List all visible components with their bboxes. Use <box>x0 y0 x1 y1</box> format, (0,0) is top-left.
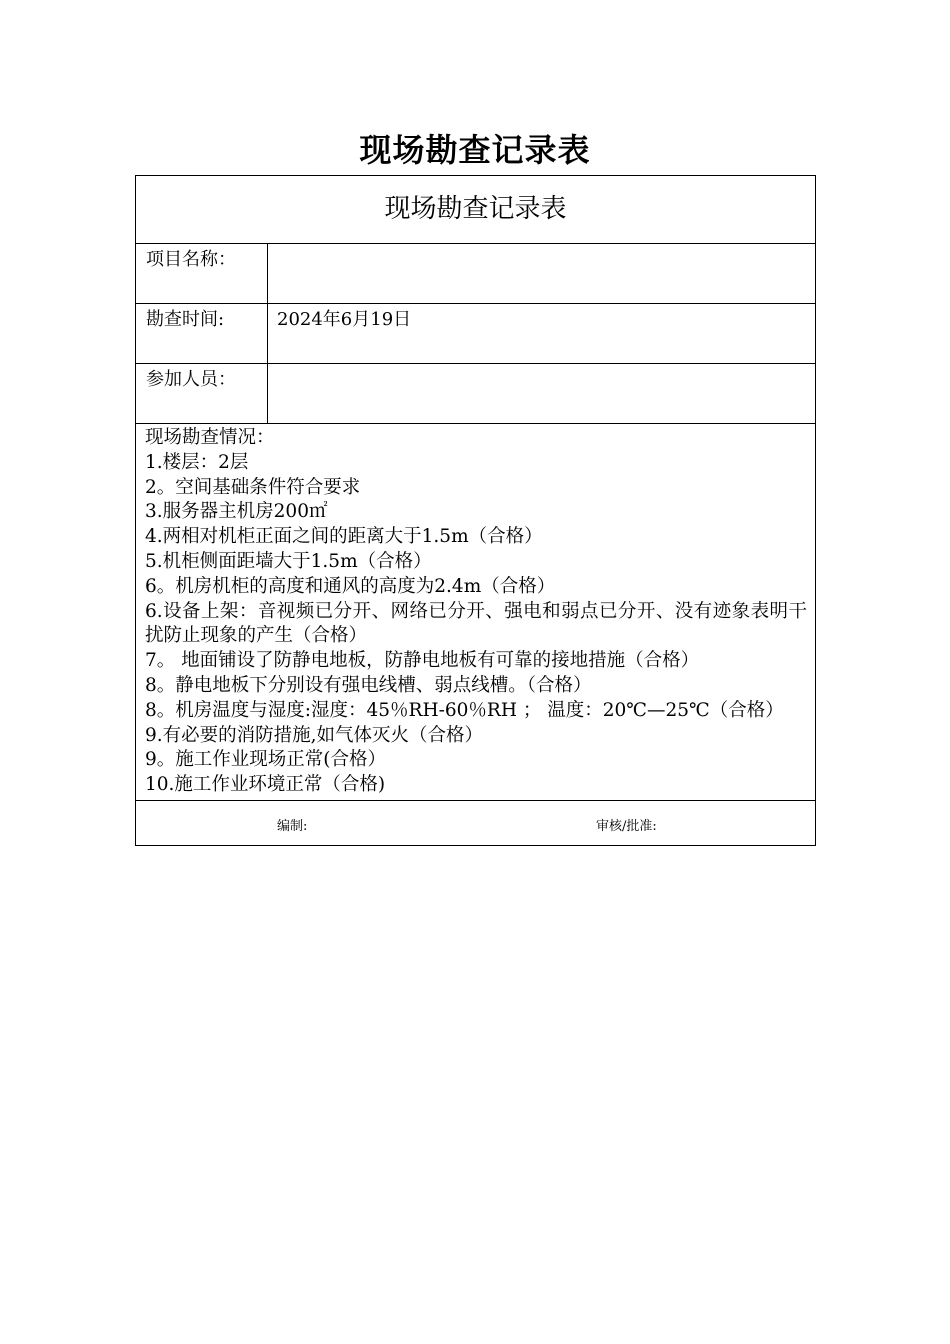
table-header: 现场勘查记录表 <box>136 176 816 244</box>
table-row <box>136 244 816 304</box>
situation-item: 6.设备上架：音视频已分开、网络已分开、强电和弱点已分开、没有迹象表明干扰防止现象的产生（合格） <box>145 600 807 647</box>
situation-item: 6。机房机柜的高度和通风的高度为2.4m（合格） <box>145 575 556 597</box>
situation-item: 9.有必要的消防措施,如气体灭火（合格） <box>145 724 484 746</box>
situation-item: 2。空间基础条件符合要求 <box>145 476 361 498</box>
situation-item: 8。静电地板下分别设有强电线槽、弱点线槽。（合格） <box>145 674 592 696</box>
reviewed-by-label: 审核/批准: <box>596 818 657 834</box>
survey-record-table <box>135 175 816 846</box>
situation-item: 8。机房温度与湿度:湿度：45％RH-60％RH ； 温度：20℃—25℃（合格） <box>145 699 784 721</box>
signature-footer <box>136 800 816 845</box>
survey-situation <box>136 424 816 801</box>
table-header-row <box>136 176 816 244</box>
table-row <box>136 364 816 424</box>
situation-item: 10.施工作业环境正常（合格) <box>145 774 386 796</box>
survey-time-value[interactable]: 2024年6月19日 <box>268 304 816 364</box>
situation-item: 3.服务器主机房200㎡ <box>145 501 328 523</box>
prepared-by-label: 编制: <box>277 818 308 834</box>
situation-item: 1.楼层：2层 <box>145 451 249 473</box>
situation-item: 7。 地面铺设了防静电地板，防静电地板有可靠的接地措施（合格） <box>145 650 700 672</box>
participants-label: 参加人员： <box>136 364 268 424</box>
table-row <box>136 304 816 364</box>
situation-item: 5.机柜侧面距墙大于1.5m（合格） <box>145 550 432 572</box>
footer-row <box>136 800 816 845</box>
survey-time-label: 勘查时间: <box>136 304 268 364</box>
situation-row <box>136 424 816 801</box>
project-name-value[interactable] <box>268 244 816 304</box>
project-name-label: 项目名称： <box>136 244 268 304</box>
situation-item: 9。施工作业现场正常(合格） <box>145 749 386 771</box>
participants-value[interactable] <box>268 364 816 424</box>
situation-heading: 现场勘查情况： <box>145 427 275 448</box>
page-title: 现场勘查记录表 <box>359 131 591 169</box>
situation-item: 4.两相对机柜正面之间的距离大于1.5m（合格） <box>145 526 543 548</box>
